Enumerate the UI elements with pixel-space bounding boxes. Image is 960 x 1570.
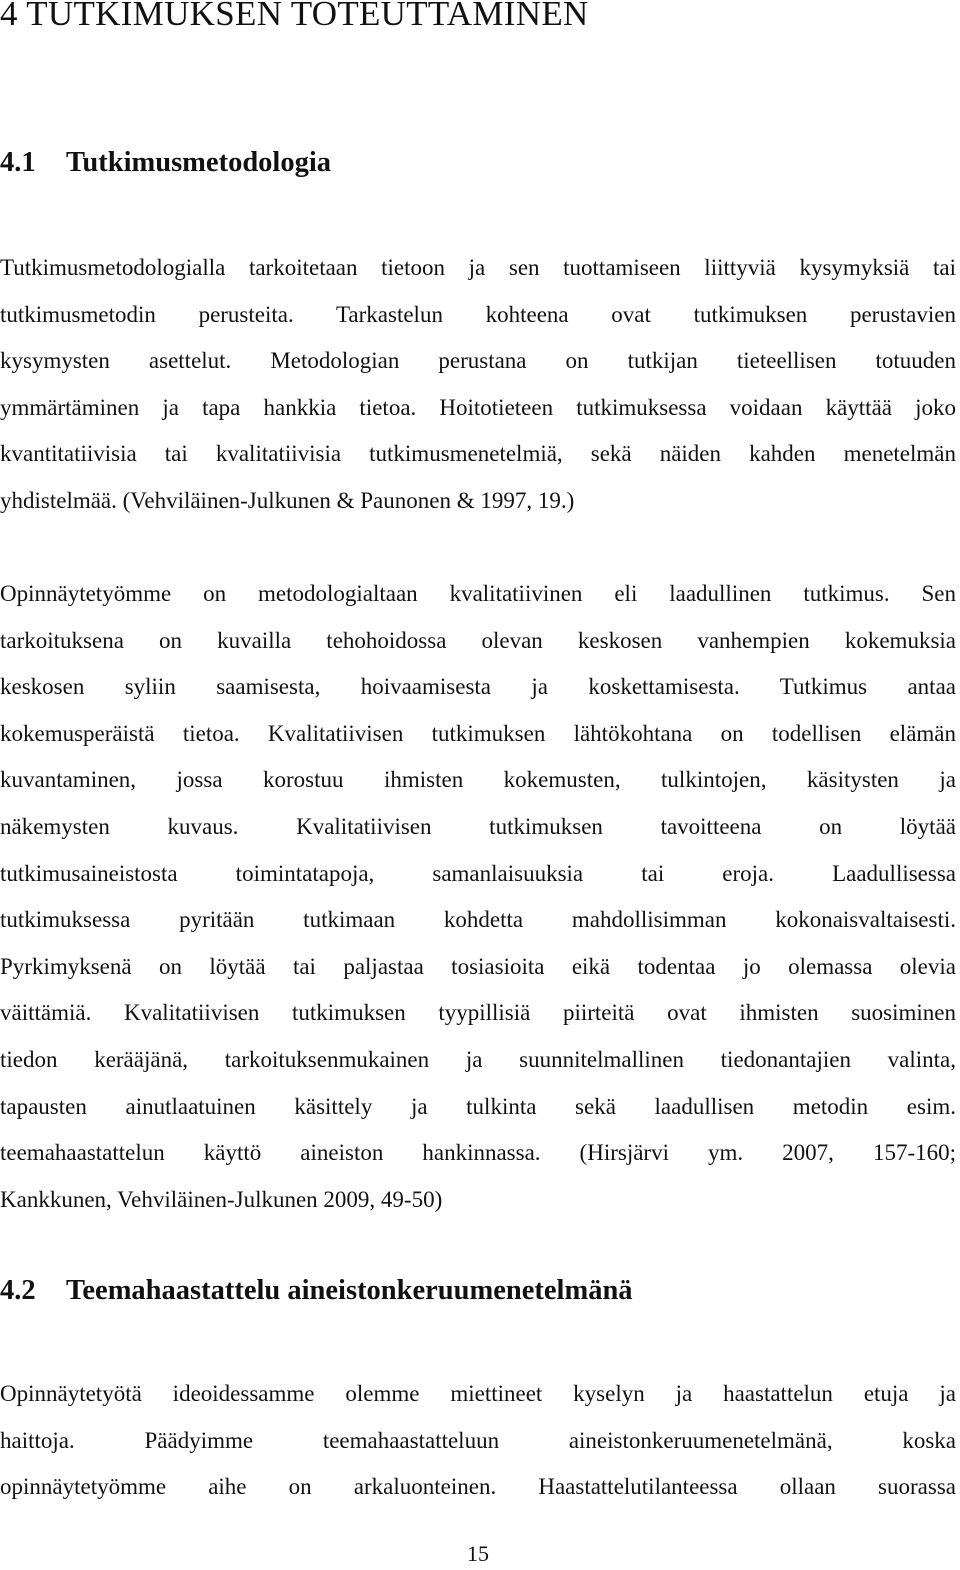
text-line: Opinnäytetyömme on metodologialtaan kvalitatiivinen eli laadullinen tutkimus. Sen	[0, 581, 956, 606]
text-line: tarkoituksena on kuvailla tehohoidossa olevan keskosen vanhempien kokemuksia	[0, 627, 956, 653]
text-line: kvantitatiivisia tai kvalitatiivisia tutkimusmenetelmiä, sekä näiden kahden menetelmän	[0, 441, 956, 467]
section-heading-4-2	[0, 1275, 633, 1307]
text-line: Pyrkimyksenä on löytää tai paljastaa tosiasioita eikä todentaa jo olemassa olevia	[0, 953, 956, 979]
text-line: tiedon kerääjänä, tarkoituksenmukainen ja suunnitelmallinen tiedonantajien valinta,	[0, 1046, 956, 1072]
text-line: Opinnäytetyötä ideoidessamme olemme miettineet kyselyn ja haastattelun etuja ja	[0, 1381, 956, 1406]
text-line: kuvantaminen, jossa korostuu ihmisten kokemusten, tulkintojen, käsitysten ja	[0, 767, 956, 793]
section-number: 4.2	[0, 1275, 36, 1306]
text-line: teemahaastattelun käyttö aineiston hankinnassa. (Hirsjärvi ym. 2007, 157-160;	[0, 1140, 956, 1166]
text-line: ymmärtäminen ja tapa hankkia tietoa. Hoitotieteen tutkimuksessa voidaan käyttää joko	[0, 394, 956, 420]
section-title: Tutkimusmetodologia	[66, 147, 332, 178]
paragraph-methodology-intro	[0, 245, 956, 525]
text-line: tutkimusmetodin perusteita. Tarkastelun kohteena ovat tutkimuksen perustavien	[0, 301, 956, 327]
paragraph-qualitative-research	[0, 571, 956, 1223]
text-line: tapausten ainutlaatuinen käsittely ja tulkinta sekä laadullisen metodin esim.	[0, 1093, 956, 1119]
text-line: väittämiä. Kvalitatiivisen tutkimuksen tyypillisiä piirteitä ovat ihmisten suosiminen	[0, 1000, 956, 1026]
text-line: keskosen syliin saamisesta, hoivaamisesta ja koskettamisesta. Tutkimus antaa	[0, 674, 956, 700]
section-title: Teemahaastattelu aineistonkeruumenetelmänä	[66, 1275, 633, 1306]
section-number: 4.1	[0, 147, 36, 178]
text-line: yhdistelmää. (Vehviläinen-Julkunen & Paunonen & 1997, 19.)	[0, 487, 575, 513]
section-heading-4-1	[0, 147, 331, 179]
text-line: tutkimuksessa pyritään tutkimaan kohdetta mahdollisimman kokonaisvaltaisesti.	[0, 907, 956, 933]
text-line: kysymysten asettelut. Metodologian perustana on tutkijan tieteellisen totuuden	[0, 348, 956, 374]
text-line: näkemysten kuvaus. Kvalitatiivisen tutkimuksen tavoitteena on löytää	[0, 813, 956, 839]
page-number: 15	[467, 1541, 489, 1566]
text-line: tutkimusaineistosta toimintatapoja, samanlaisuuksia tai eroja. Laadullisessa	[0, 860, 956, 886]
text-line: haittoja. Päädyimme teemahaastatteluun aineistonkeruumenetelmänä, koska	[0, 1427, 956, 1453]
text-line: opinnäytetyömme aihe on arkaluonteinen. Haastattelutilanteessa ollaan suorassa	[0, 1474, 956, 1500]
text-line: Kankkunen, Vehviläinen-Julkunen 2009, 49-50)	[0, 1186, 443, 1212]
paragraph-theme-interview	[0, 1371, 956, 1511]
text-line: kokemusperäistä tietoa. Kvalitatiivisen tutkimuksen lähtökohtana on todellisen elämän	[0, 720, 956, 746]
chapter-title: 4 TUTKIMUKSEN TOTEUTTAMINEN	[0, 0, 589, 33]
text-line: Tutkimusmetodologialla tarkoitetaan tietoon ja sen tuottamiseen liittyviä kysymyksiä tai	[0, 255, 956, 280]
